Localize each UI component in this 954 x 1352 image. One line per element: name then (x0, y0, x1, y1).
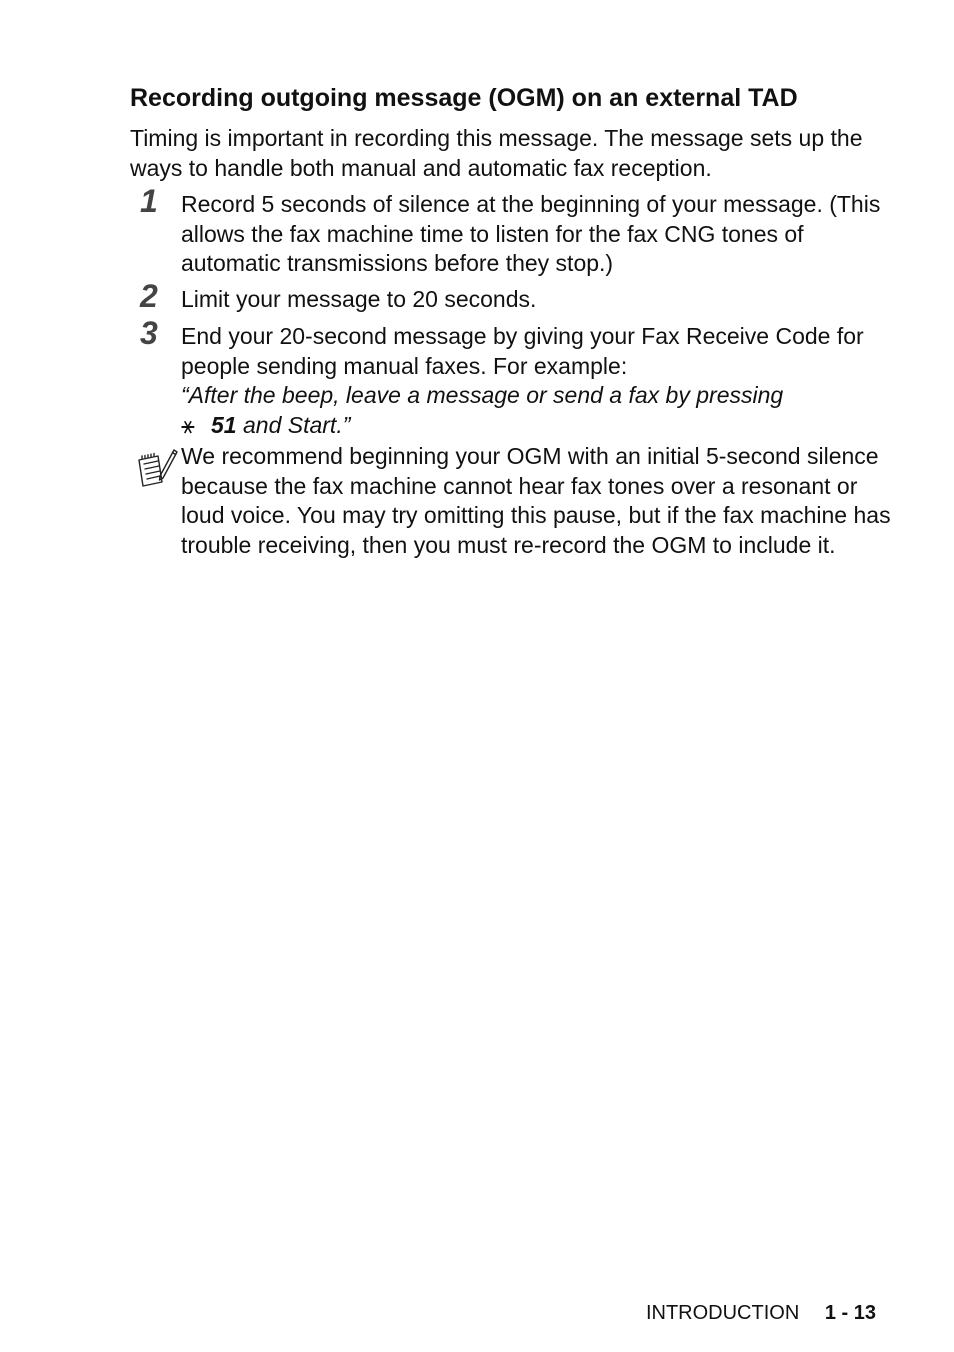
page-footer (646, 1300, 876, 1326)
step-2-text: Limit your message to 20 seconds. (181, 286, 537, 312)
step-1-number: 1 (140, 183, 158, 219)
example-message-end: and Start.” (236, 411, 351, 438)
example-message-line1: “After the beep, leave a message or send a fax by pressing (181, 382, 784, 408)
step-3-text: End your 20-second message by giving your Fax Receive Code for people sending manual faxes. For example: (181, 323, 864, 379)
step-2-number: 2 (140, 278, 158, 314)
page-number: 1 - 13 (824, 1302, 876, 1324)
receive-code: 51 (211, 411, 237, 438)
note-pad-icon (136, 446, 178, 490)
note-text: We recommend beginning your OGM with an initial 5-second silence because the fax machine cannot hear fax tones over a resonant or loud voice. You may try omitting this pause, but if the fax machine has trouble receiving, then you must re-record the OGM to include it. (181, 443, 891, 558)
star-key-icon: ⚹ (181, 411, 195, 438)
step-3-block (181, 322, 891, 440)
step-1-text: Record 5 seconds of silence at the beginning of your message. (This allows the fax machine time to listen for the fax CNG tones of automatic transmissions before they stop.) (181, 191, 881, 276)
step-3-number: 3 (140, 315, 158, 351)
footer-section-title: INTRODUCTION (645, 1302, 800, 1324)
section-heading: Recording outgoing message (OGM) on an external TAD (130, 84, 798, 112)
intro-paragraph: Timing is important in recording this message. The message sets up the ways to handle both manual and automatic fax reception. (130, 125, 863, 181)
example-message-line2 (181, 411, 891, 441)
